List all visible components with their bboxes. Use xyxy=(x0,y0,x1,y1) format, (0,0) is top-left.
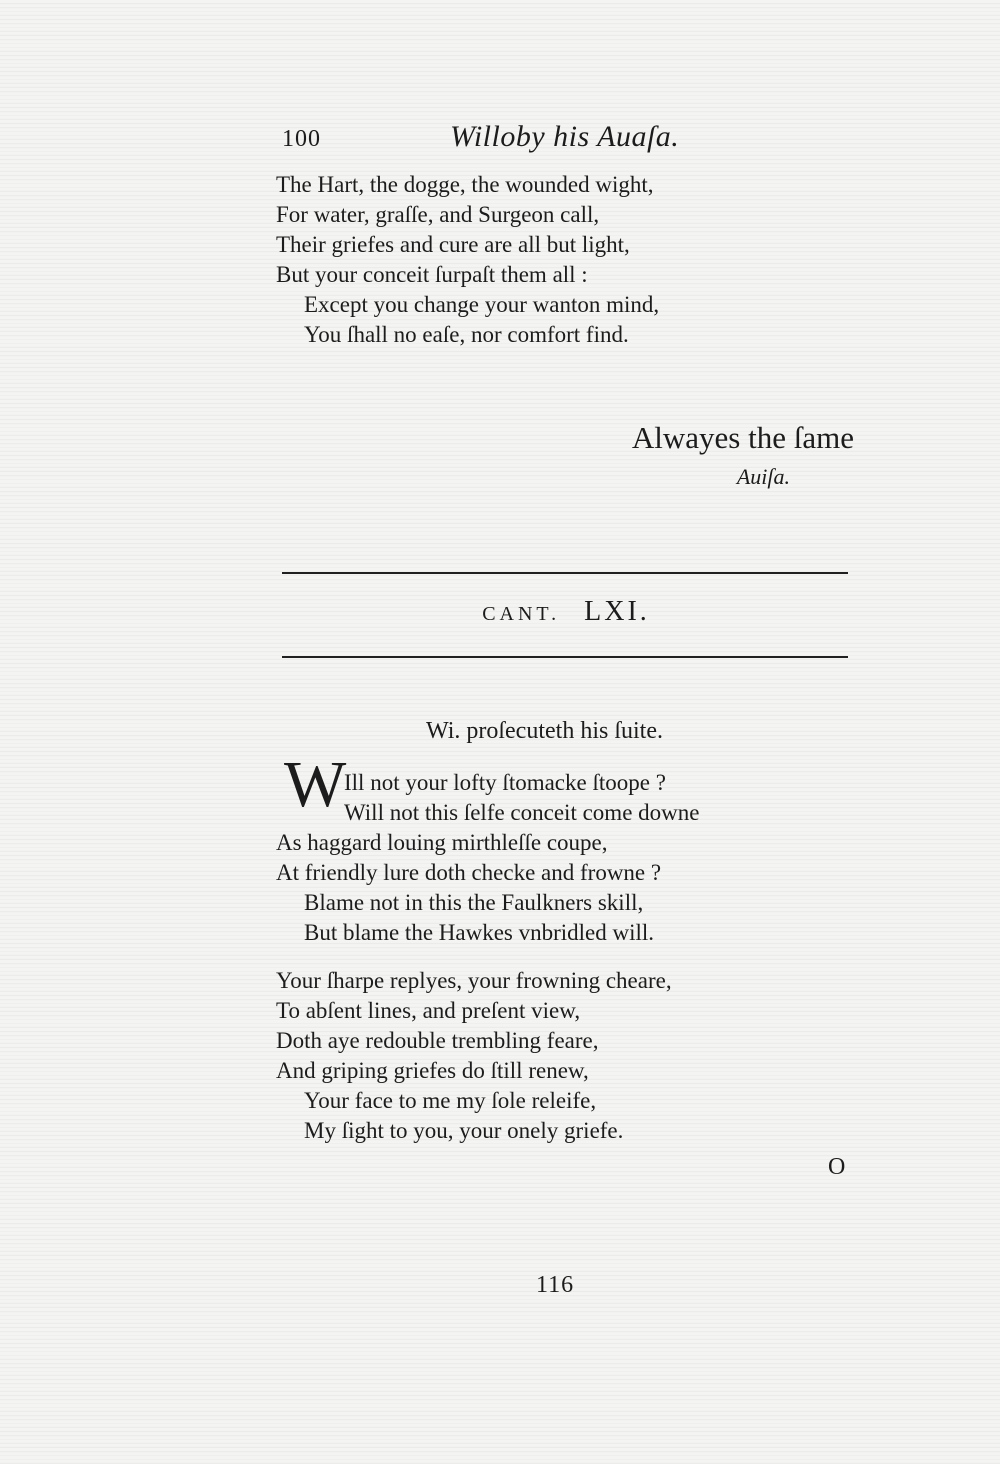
page-number: 100 xyxy=(282,126,321,152)
stanza-2 xyxy=(276,768,699,948)
canto-heading xyxy=(0,596,1000,628)
stanza-1 xyxy=(276,170,659,350)
verse-line: But blame the Hawkes vnbridled will. xyxy=(304,920,655,945)
canto-prefix: CANT. xyxy=(482,603,561,625)
verse-line: Your ſharpe replyes, your frowning cheare, xyxy=(276,968,672,993)
canto-numeral: LXI. xyxy=(584,596,650,627)
verse-line: Blame not in this the Faulkners skill, xyxy=(304,890,644,915)
verse-line: Ill not your lofty ſtomacke ſtoope ? xyxy=(344,770,666,795)
verse-line: For water, graſſe, and Surgeon call, xyxy=(276,202,600,227)
catchword: O xyxy=(828,1154,846,1180)
verse-line: Will not this ſelfe conceit come downe xyxy=(344,800,700,825)
verse-line: You ſhall no eaſe, nor comfort find. xyxy=(304,322,629,347)
signature-motto: Alwayes the ſame xyxy=(631,420,854,455)
verse-line: As haggard louing mirthleſſe coupe, xyxy=(276,830,608,855)
verse-line: Doth aye redouble trembling feare, xyxy=(276,1028,599,1053)
verse-line: Your face to me my ſole releife, xyxy=(304,1088,597,1113)
verse-line: And griping griefes do ſtill renew, xyxy=(276,1058,589,1083)
running-title: Willoby his Auaſa. xyxy=(450,120,680,153)
bottom-rule xyxy=(282,656,848,658)
verse-line: The Hart, the dogge, the wounded wight, xyxy=(276,172,654,197)
stanza-3 xyxy=(276,966,672,1146)
verse-line: Except you change your wanton mind, xyxy=(304,292,660,317)
verse-line: At friendly lure doth checke and frowne ? xyxy=(276,860,662,885)
verse-line: To abſent lines, and preſent view, xyxy=(276,998,581,1023)
verse-line: My ſight to you, your onely griefe. xyxy=(304,1118,624,1143)
top-rule xyxy=(282,572,848,574)
verse-line: Their griefes and cure are all but light, xyxy=(276,232,630,257)
folio-number: 116 xyxy=(536,1272,575,1298)
canto-subheading: Wi. proſecuteth his ſuite. xyxy=(426,718,663,744)
verse-line: But your conceit ſurpaſt them all : xyxy=(276,262,588,287)
signature-name: Auiſa. xyxy=(736,464,790,489)
drop-cap: W xyxy=(284,748,347,821)
